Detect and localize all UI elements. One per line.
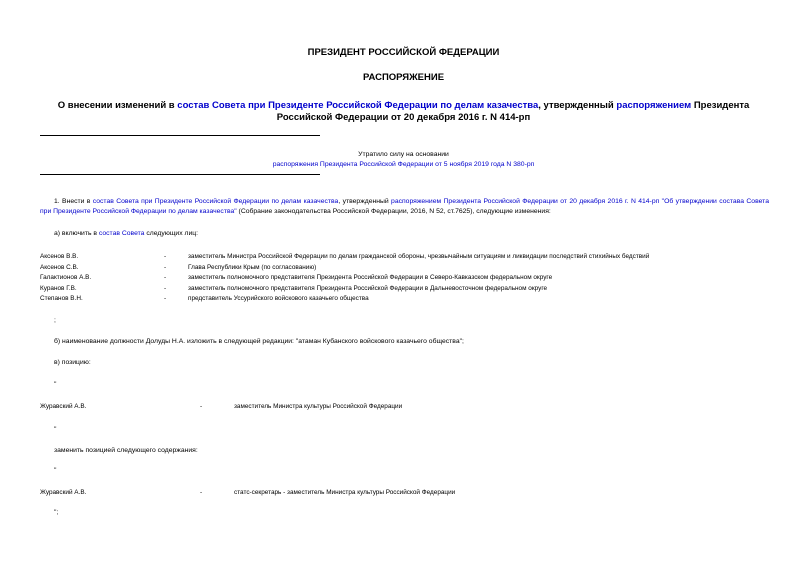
header-order-type: РАСПОРЯЖЕНИЕ bbox=[362, 72, 445, 83]
position-new-title: статс-секретарь - заместитель Министра культуры Российской Федерации bbox=[234, 489, 456, 496]
member-name: Галактионов А.В. bbox=[40, 274, 92, 281]
title-text-b: , утвержденный bbox=[538, 100, 617, 111]
paragraph-1 bbox=[40, 197, 769, 217]
member-name: Аксенов С.В. bbox=[40, 264, 79, 271]
lost-force-note bbox=[40, 150, 767, 170]
para1-text-b: , утвержденный bbox=[338, 198, 392, 205]
position-new-name: Журавский А.В. bbox=[40, 489, 87, 496]
item-v: в) позицию: bbox=[54, 359, 91, 366]
item-b: б) наименование должности Долуды Н.А. изложить в следующей редакции: "атаман Кубанского войскового казачьего общества"; bbox=[54, 338, 464, 345]
item-a-text-b: следующих лиц: bbox=[144, 230, 199, 237]
quote-open-2: " bbox=[54, 467, 57, 474]
position-old-name: Журавский А.В. bbox=[40, 403, 87, 410]
title-link-council[interactable]: состав Совета при Президенте Российской Федерации по делам казачества bbox=[177, 100, 539, 111]
replace-text: заменить позицией следующего содержания: bbox=[54, 447, 198, 454]
title-link-order[interactable]: распоряжением bbox=[616, 100, 692, 111]
member-title: Глава Республики Крым (по согласованию) bbox=[188, 264, 317, 271]
member-title: представитель Уссурийского войскового казачьего общества bbox=[188, 295, 369, 302]
divider-top bbox=[40, 135, 320, 136]
member-dash: - bbox=[164, 274, 167, 281]
member-dash: - bbox=[164, 295, 167, 302]
quote-close: " bbox=[54, 426, 57, 433]
quote-open: " bbox=[54, 381, 57, 388]
para1-link-council[interactable]: состав Совета при Президенте Российской Федерации по делам казачества bbox=[92, 198, 339, 205]
para1-text-a: 1. Внести в bbox=[54, 198, 93, 205]
position-new-dash: - bbox=[200, 489, 203, 496]
member-title: заместитель полномочного представителя Президента Российской Федерации в Дальневосточном федеральном округе bbox=[188, 285, 548, 292]
member-title: заместитель полномочного представителя Президента Российской Федерации в Северо-Кавказском федеральном округе bbox=[188, 274, 553, 281]
member-dash: - bbox=[164, 253, 167, 260]
member-name: Куранов Г.В. bbox=[40, 285, 77, 292]
position-old-dash: - bbox=[200, 403, 203, 410]
para1-link-order[interactable]: распоряжением Президента Российской Федерации от 20 декабря 2016 г. N 414-рп "Об утверждении состава Совета при Президенте Российской Федерации по делам казачества" bbox=[40, 198, 769, 215]
member-title: заместитель Министра Российской Федерации по делам гражданской обороны, чрезвычайным ситуациям и ликвидации последствий стихийных бедствий bbox=[188, 253, 650, 260]
lost-force-line: Утратило силу на основании bbox=[358, 151, 449, 158]
item-a bbox=[54, 229, 198, 239]
lost-force-link[interactable]: распоряжения Президента Российской Федерации от 5 ноября 2019 года N 380-рп bbox=[272, 161, 535, 168]
semicolon: ; bbox=[54, 317, 56, 324]
title-text-c: Президента Российской Федерации от 20 декабря 2016 г. N 414-рп bbox=[276, 100, 750, 123]
member-dash: - bbox=[164, 264, 167, 271]
para1-text-c: (Собрание законодательства Российской Федерации, 2016, N 52, ст.7625), следующие изменения: bbox=[236, 208, 551, 215]
item-a-link[interactable]: состав Совета bbox=[98, 230, 145, 237]
member-dash: - bbox=[164, 285, 167, 292]
header-president: ПРЕЗИДЕНТ РОССИЙСКОЙ ФЕДЕРАЦИИ bbox=[307, 47, 500, 58]
position-old-title: заместитель Министра культуры Российской Федерации bbox=[234, 403, 403, 410]
divider-bottom bbox=[40, 174, 320, 175]
closing-quote: "; bbox=[54, 509, 59, 516]
item-a-text-a: а) включить в bbox=[54, 230, 99, 237]
member-name: Степанов В.Н. bbox=[40, 295, 83, 302]
document-title bbox=[40, 100, 767, 124]
member-name: Аксенов В.В. bbox=[40, 253, 79, 260]
title-text-a: О внесении изменений в bbox=[57, 100, 178, 111]
